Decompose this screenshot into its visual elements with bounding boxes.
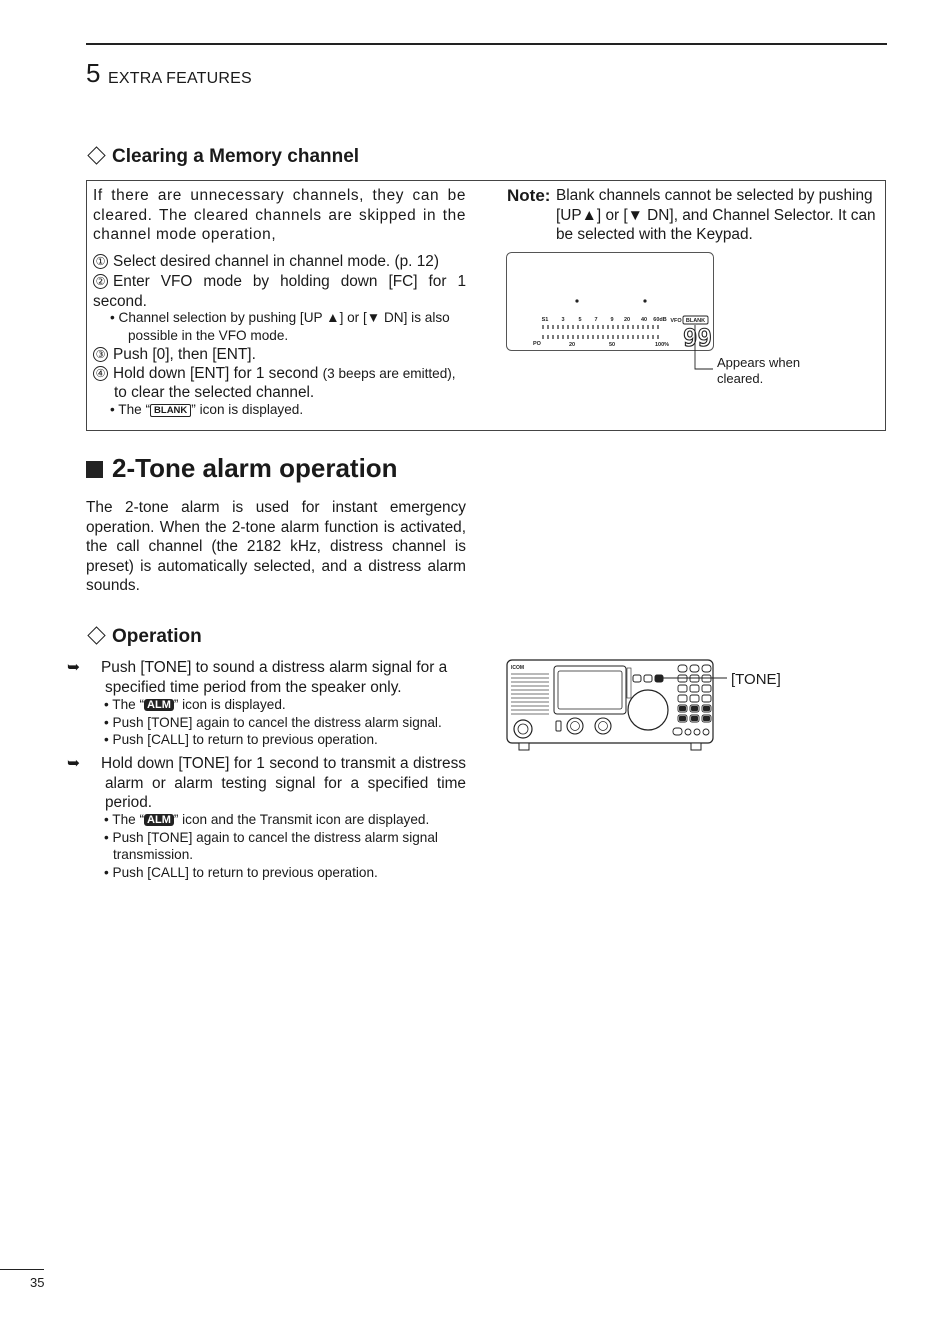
bullet-text: Push [CALL] to return to previous operation. bbox=[112, 864, 378, 880]
step-marker: ④ bbox=[93, 366, 108, 381]
alm-icon: ALM bbox=[144, 699, 174, 711]
step-2-note: • Channel selection by pushing [UP ▲] or [▼ DN] is also possible in the VFO mode. bbox=[110, 310, 450, 343]
arrow-icon: ➥ bbox=[67, 755, 80, 772]
s-scale-label: 3 bbox=[561, 317, 565, 323]
note-label: Note: bbox=[507, 186, 551, 205]
bullet: • The “ ALM ” icon and the Transmit icon are displayed. bbox=[104, 812, 430, 827]
op-item-1-text: Push [TONE] to sound a distress alarm signal for a specified time period from the speaker only. bbox=[101, 659, 448, 696]
blank-indicator: BLANK bbox=[685, 318, 706, 325]
square-icon bbox=[86, 461, 103, 478]
step-2-text: Enter VFO mode by holding down [FC] for 1 second. bbox=[93, 273, 466, 310]
s-scale-label: 40 bbox=[640, 317, 648, 323]
bullet-text: Push [CALL] to return to previous operation. bbox=[112, 732, 378, 747]
diamond-icon bbox=[87, 147, 105, 165]
step-1 bbox=[93, 252, 473, 272]
po-scale-label: 100% bbox=[654, 342, 670, 348]
s-scale-label: 5 bbox=[578, 317, 582, 323]
tone-callout: [TONE] bbox=[731, 671, 781, 688]
step-marker: ① bbox=[93, 254, 108, 269]
vfo-label: VFO bbox=[670, 318, 682, 324]
main-dial bbox=[628, 690, 668, 730]
footer-rule bbox=[0, 1269, 44, 1270]
step-2-note-text: Channel selection by pushing [UP ▲] or [▼ DN] is also possible in the VFO mode. bbox=[118, 310, 450, 343]
op-item-2 bbox=[67, 754, 466, 813]
note-post: ” icon is displayed. bbox=[191, 402, 304, 417]
step-3-text: Push [0], then [ENT]. bbox=[113, 346, 256, 363]
op-item-1 bbox=[67, 658, 466, 697]
step-marker: ③ bbox=[93, 347, 108, 362]
diamond-icon bbox=[87, 627, 105, 645]
bullet-text: ” icon is displayed. bbox=[173, 697, 286, 712]
step-3 bbox=[93, 345, 473, 365]
bullet: • Push [TONE] again to cancel the distress alarm signal transmission. bbox=[104, 829, 438, 862]
bullet-text: ” icon and the Transmit icon are displayed. bbox=[173, 812, 430, 827]
po-scale-label: 20 bbox=[568, 342, 576, 348]
step-marker: ② bbox=[93, 274, 108, 289]
clearing-title: Clearing a Memory channel bbox=[112, 146, 360, 167]
clearing-intro: If there are unnecessary channels, they can be cleared. The cleared channels are skipped in the channel mode operation, bbox=[93, 187, 466, 243]
channel-digits: 99 bbox=[683, 324, 712, 352]
two-tone-title: 2-Tone alarm operation bbox=[112, 453, 398, 483]
blank-icon: BLANK bbox=[150, 404, 191, 417]
bullet: • Push [CALL] to return to previous operation. bbox=[104, 732, 378, 747]
two-tone-heading bbox=[86, 453, 398, 484]
step-4-cont: to clear the selected channel. bbox=[114, 384, 315, 401]
step-1-text: Select desired channel in channel mode. (p. 12) bbox=[113, 253, 439, 270]
alm-icon: ALM bbox=[144, 814, 174, 826]
tone-button bbox=[655, 675, 663, 682]
note-text: Blank channels cannot be selected by pushing [UP▲] or [▼ DN], and Channel Selector. It can be selected with the Keypad. bbox=[556, 187, 876, 243]
bullet-text: The “ bbox=[112, 697, 145, 712]
note-pre: The “ bbox=[118, 402, 151, 417]
bullet-text: Push [TONE] again to cancel the distress alarm signal. bbox=[112, 714, 442, 730]
s-scale-label: 7 bbox=[594, 317, 598, 323]
bullet: • Push [CALL] to return to previous operation. bbox=[104, 864, 378, 880]
chapter-title: EXTRA FEATURES bbox=[108, 70, 252, 87]
bullet: • Push [TONE] again to cancel the distress alarm signal. bbox=[104, 714, 442, 730]
bullet: • The “ ALM ” icon is displayed. bbox=[104, 697, 286, 712]
brand-logo: ICOM bbox=[511, 665, 525, 671]
bullet-text: Push [TONE] again to cancel the distress alarm signal transmission. bbox=[112, 829, 438, 862]
blank-callout: Appears when cleared. bbox=[717, 355, 801, 386]
header-rule bbox=[86, 43, 887, 45]
po-scale-label: 50 bbox=[608, 342, 616, 348]
op-item-2-text: Hold down [TONE] for 1 second to transmit a distress alarm or alarm testing signal for a specified time period. bbox=[101, 755, 466, 811]
po-scale-label: PO bbox=[533, 341, 541, 347]
chapter-number: 5 bbox=[86, 58, 101, 88]
op-item-1-bullets bbox=[104, 696, 466, 749]
s-scale-label: S1 bbox=[541, 317, 549, 323]
operation-title: Operation bbox=[112, 626, 202, 647]
s-scale-label: 9 bbox=[610, 317, 614, 323]
two-tone-intro: The 2-tone alarm is used for instant emergency operation. When the 2-tone alarm function is activated, the call channel (the 2182 kHz, distress channel is preset) is automatically selected, and a distress alarm sounds. bbox=[86, 499, 466, 594]
s-scale-label: 20 bbox=[623, 317, 631, 323]
s-scale-label: 60dB bbox=[653, 317, 667, 323]
step-2 bbox=[93, 272, 466, 311]
clearing-heading bbox=[86, 146, 359, 168]
step-4 bbox=[93, 364, 473, 384]
arrow-icon: ➥ bbox=[67, 659, 80, 676]
step-4-note: • The “ BLANK ” icon is displayed. bbox=[110, 402, 304, 417]
op-item-2-bullets bbox=[104, 811, 466, 881]
step-4-text: Hold down [ENT] for 1 second bbox=[113, 365, 319, 382]
bullet-text: The “ bbox=[112, 812, 145, 827]
operation-heading bbox=[86, 626, 202, 648]
page-number: 35 bbox=[30, 1275, 45, 1290]
step-4-small: (3 beeps are emitted), bbox=[322, 366, 456, 381]
